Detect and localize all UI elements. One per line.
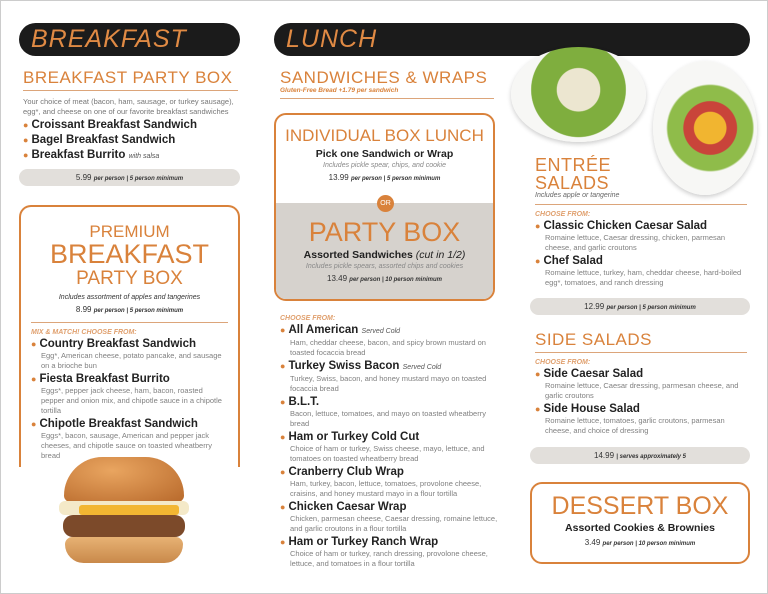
section-title: SANDWICHES & WRAPS (280, 68, 488, 87)
includes-text: Includes pickle spear, chips, and cookie (323, 162, 446, 169)
list-item: ● Chef Salad (535, 255, 603, 267)
item-description: Romaine lettuce, Caesar dressing, chicken, parmesan cheese, and garlic croutons (545, 233, 726, 252)
caesar-salad-image (511, 47, 646, 142)
list-item: ● B.L.T. (280, 396, 320, 408)
lunch-header: LUNCH (274, 23, 750, 56)
item-description: Romaine lettuce, turkey, ham, cheddar cheese, hard-boiled egg*, tomatoes, and ranch dressing (545, 268, 742, 287)
bullet-icon: ● (23, 120, 29, 130)
price-pill: 14.99 | serves approximately 5 (530, 447, 750, 464)
item-description: Choice of ham or turkey, Swiss cheese, mayo, lettuce, and tomatoes on toasted wheatberry bread (290, 444, 485, 463)
bullet-icon: ● (23, 150, 29, 160)
list-item: ● Croissant Breakfast Sandwich (23, 119, 197, 131)
section-title-line2: SALADS (535, 173, 610, 193)
list-item: ● All American Served Cold (280, 324, 401, 336)
dessert-subtitle: Assorted Cookies & Brownies (565, 522, 715, 534)
item-description: Ham, cheddar cheese, bacon, and spicy brown mustard on toasted focaccia bread (290, 338, 486, 357)
price-pill: 12.99 per person | 5 person minimum (530, 298, 750, 315)
sandwich-list (280, 309, 498, 569)
dessert-box (530, 482, 750, 564)
section-subtitle: Gluten-Free Bread +1.79 per sandwich (280, 87, 399, 94)
breakfast-party-box-section (23, 69, 238, 163)
breakfast-sandwich-image (59, 457, 189, 565)
price-pill: 5.99 per person | 5 person minimum (19, 169, 240, 186)
list-item: ● Ham or Turkey Cold Cut (280, 431, 420, 443)
section-title-line1: ENTRÉE (535, 155, 612, 175)
choose-label: MIX & MATCH! CHOOSE FROM: (31, 329, 137, 336)
premium-line: PREMIUM (89, 222, 170, 241)
list-item: ● Bagel Breakfast Sandwich (23, 134, 176, 146)
intro-text: Your choice of meat (bacon, ham, sausage, or turkey sausage), egg*, and cheese on one of our favorite breakfast sandwiches (23, 97, 234, 116)
list-item: ● Ham or Turkey Ranch Wrap (280, 536, 439, 548)
list-item: ● Chicken Caesar Wrap (280, 501, 407, 513)
item-description: Eggs*, pepper jack cheese, ham, bacon, roasted pepper and onion mix, and chipotle sauce in a chipotle tortilla (41, 386, 222, 415)
or-badge: OR (377, 195, 394, 212)
list-item: ● Side House Salad (535, 403, 640, 415)
dessert-title: DESSERT BOX (551, 492, 729, 520)
list-item: ● Turkey Swiss Bacon Served Cold (280, 360, 442, 372)
item-description: Choice of ham or turkey, ranch dressing, provolone cheese, lettuce, and tomatoes in a flour tortilla (290, 549, 488, 568)
item-description: Romaine lettuce, Caesar dressing, parmesan cheese, and garlic croutons (545, 381, 739, 400)
breakfast-line: BREAKFAST (49, 239, 210, 269)
price: 13.49 per person | 10 person minimum (327, 274, 442, 283)
item-description: Egg*, American cheese, potato pancake, and sausage on a brioche bun (41, 351, 222, 370)
individual-box-title: INDIVIDUAL BOX LUNCH (285, 126, 484, 145)
side-salads-section (535, 331, 747, 436)
price: 3.49 per person | 10 person minimum (584, 538, 696, 547)
item-description: Bacon, lettuce, tomatoes, and mayo on toasted wheatberry bread (290, 409, 486, 428)
list-item: ● Side Caesar Salad (535, 368, 644, 380)
list-item: ● Classic Chicken Caesar Salad (535, 220, 708, 232)
item-description: Chicken, parmesan cheese, Caesar dressing, romaine lettuce, and garlic croutons in a flour tortilla (290, 514, 498, 533)
party-box-line: PARTY BOX (76, 268, 183, 289)
item-description: Romaine lettuce, tomatoes, garlic croutons, parmesan cheese, and choice of dressing (545, 416, 725, 435)
party-box-title: PARTY BOX (308, 217, 461, 247)
breakfast-header: BREAKFAST (19, 23, 240, 56)
list-item: ● Chipotle Breakfast Sandwich (31, 418, 198, 430)
price: 13.99 per person | 5 person minimum (328, 173, 441, 182)
item-description: Turkey, Swiss, bacon, and honey mustard mayo on toasted focaccia bread (290, 374, 487, 393)
item-description: Eggs*, bacon, sausage, American and pepper jack cheeses, and chipotle sauce on toasted wheatberry bread (41, 431, 212, 460)
choose-label: CHOOSE FROM: (280, 315, 336, 322)
list-item: ● Breakfast Burrito with salsa (23, 149, 160, 161)
party-subtitle: Assorted Sandwiches (cut in 1/2) (303, 249, 466, 261)
section-title: BREAKFAST PARTY BOX (23, 69, 238, 91)
includes-text: Includes pickle spears, assorted chips and cookies (305, 263, 464, 270)
item-description: Ham, turkey, bacon, lettuce, tomatoes, provolone cheese, craisins, and honey mustard mayo in a flour tortilla (290, 479, 482, 498)
choose-label: CHOOSE FROM: (535, 359, 591, 366)
price: 8.99 per person | 5 person minimum (75, 305, 184, 314)
list-item: ● Cranberry Club Wrap (280, 466, 404, 478)
bullet-icon: ● (23, 135, 29, 145)
section-title: SIDE SALADS (535, 331, 747, 353)
section-subtitle: Includes apple or tangerine (535, 192, 747, 205)
lunch-box-options (274, 113, 495, 301)
includes-text: Includes assortment of apples and tangerines (58, 294, 201, 301)
sandwiches-wraps-section (280, 69, 494, 99)
list-item: ● Country Breakfast Sandwich (31, 338, 197, 350)
individual-subtitle: Pick one Sandwich or Wrap (315, 148, 454, 160)
premium-breakfast-box (19, 205, 240, 467)
entree-salads-section (535, 156, 747, 288)
choose-label: CHOOSE FROM: (535, 211, 591, 218)
list-item: ● Fiesta Breakfast Burrito (31, 373, 170, 385)
